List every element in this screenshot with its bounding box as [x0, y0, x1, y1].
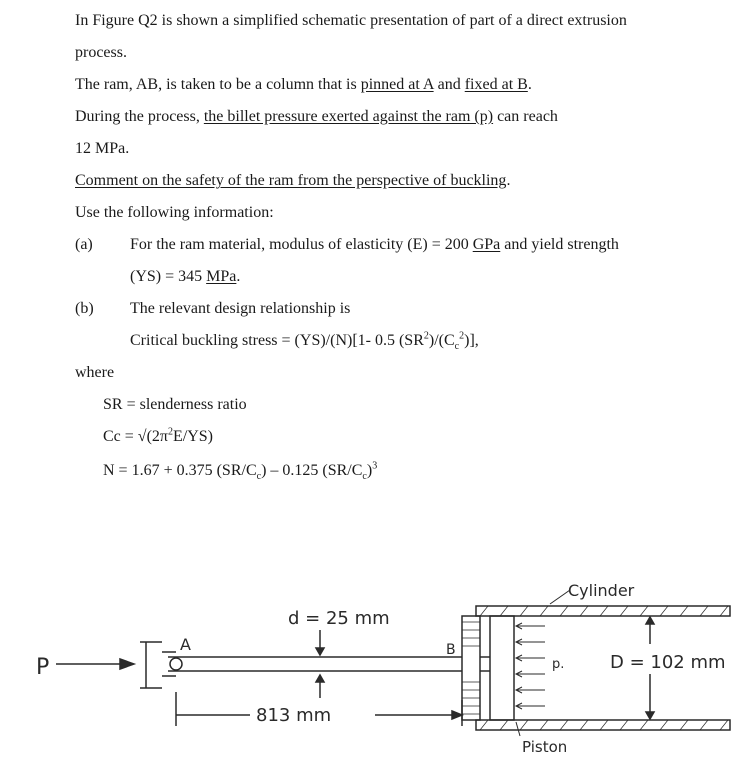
comment-end: . [506, 172, 511, 189]
where-label: where [75, 364, 115, 381]
label-p: P [36, 655, 50, 680]
item-b-line-1: The relevant design relationship is [130, 300, 351, 317]
piston-head [490, 616, 514, 720]
pinned-at-a: pinned at A [360, 76, 434, 93]
item-a-l1-post: and yield strength [500, 236, 619, 253]
ram-text-end: . [527, 76, 532, 93]
def-n-mid: ) – 0.125 (SR/C [261, 462, 363, 479]
pin-a [170, 658, 182, 670]
item-a-l2-pre: (YS) = 345 [130, 268, 207, 285]
piston-label: Piston [522, 738, 568, 756]
ram-text-pre: The ram, AB, is taken to be a column that is [75, 76, 361, 93]
formula-pre: Critical buckling stress = (YS)/(N)[1- 0.5 (SR [130, 332, 424, 349]
pin-support [140, 642, 162, 688]
item-a-mpa: MPa [206, 268, 237, 285]
item-a-gpa: GPa [472, 236, 501, 253]
def-sr: SR = slenderness ratio [103, 396, 247, 413]
piston-leader [516, 722, 520, 736]
item-b-label: (b) [75, 300, 94, 317]
billet-pressure: the billet pressure exerted against the ram (p) [203, 108, 494, 125]
item-a-label: (a) [75, 236, 93, 253]
fixed-end-b [462, 616, 480, 720]
pin-clevis [162, 652, 176, 676]
label-a: A [180, 635, 191, 654]
cylinder-leader [550, 590, 570, 604]
cylinder-top-wall [476, 606, 730, 616]
bore-label: D = 102 mm [610, 652, 726, 673]
diameter-label: d = 25 mm [288, 608, 390, 629]
load-arrow-head [120, 659, 134, 669]
pressure-text-pre: During the process, [75, 108, 204, 125]
comment-instruction [75, 171, 510, 191]
formula-mid: )/(C [428, 332, 455, 349]
label-b: B [446, 642, 456, 658]
item-a-line-2 [130, 267, 240, 287]
use-info: Use the following information: [75, 204, 274, 221]
pressure-value: 12 MPa. [75, 140, 130, 157]
cylinder-label: Cylinder [568, 581, 635, 600]
item-a-l1-pre: For the ram material, modulus of elasticity (E) = 200 [130, 236, 473, 253]
ram-sentence [75, 75, 532, 95]
def-n-pre: N = 1.67 + 0.375 (SR/C [103, 462, 257, 479]
length-label: 813 mm [256, 705, 332, 726]
item-a-l2-post: . [236, 268, 241, 285]
def-cc-pre: Cc = √(2π [103, 428, 168, 445]
intro-line-1: In Figure Q2 is shown a simplified schematic presentation of part of a direct extrusion [75, 12, 627, 29]
item-a-line-1 [130, 235, 619, 255]
ram-text-mid: and [433, 76, 465, 93]
def-cc-post: E/YS) [172, 428, 213, 445]
def-cc: $Cc = √(2\pi^2E/YS)$ [103, 426, 213, 445]
cylinder-bottom-wall [476, 720, 730, 730]
comment-text: Comment on the safety of the ram from the perspective of buckling [75, 172, 507, 189]
fixed-at-b: fixed at B [464, 76, 528, 93]
formula-end: )], [464, 332, 479, 349]
intro-line-2: process. [75, 44, 127, 61]
pressure-text-post: can reach [493, 108, 558, 125]
pressure-arrows [516, 626, 545, 706]
item-b-formula: Critical buckling stress = (YS)/(N)[1- 0.5 $(SR^2)/(C_c^2)$], [130, 330, 479, 353]
extrusion-figure [0, 560, 750, 772]
pressure-sentence [75, 107, 558, 127]
def-n-end: ) [366, 462, 373, 479]
small-p-label: p. [552, 657, 565, 672]
def-n: N = 1.67 + 0.375 $(SR/C_c) - 0.125$ $(SR/C_c)^3$ [103, 460, 378, 483]
